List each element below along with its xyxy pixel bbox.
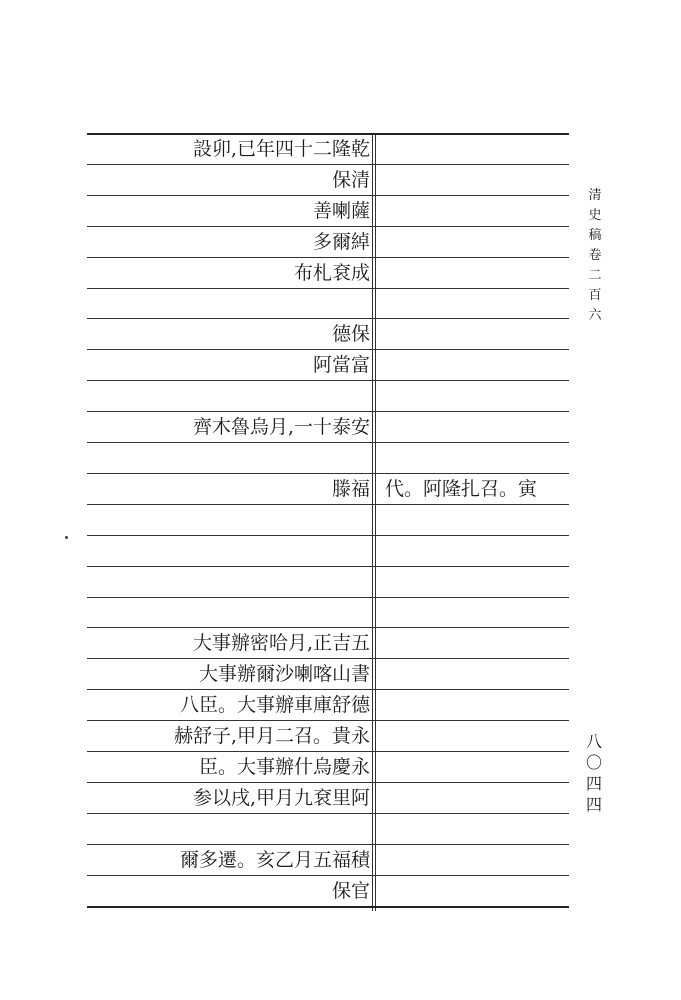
row-rule (87, 751, 569, 752)
row-rule (87, 288, 569, 289)
row-rule (87, 875, 569, 876)
row-left-text: 保官 (331, 880, 370, 902)
row-left-text: 善喇薩 (312, 200, 370, 222)
row-rule (87, 442, 569, 443)
row-left-text: 八臣。大事辦車庫舒德 (179, 694, 370, 716)
row-right-text: 代。阿隆扎召。寅 (385, 478, 538, 500)
row-rule (87, 782, 569, 783)
row-left-text: 滕福 (331, 478, 370, 500)
row-rule (87, 535, 569, 536)
row-left-text: 赫舒子,甲月二召。貴永 (173, 725, 370, 747)
column-divider-inner (375, 133, 376, 911)
row-rule (87, 627, 569, 628)
row-rule (87, 689, 569, 690)
ink-speck (65, 536, 68, 539)
row-rule (87, 411, 569, 412)
row-rule (87, 226, 569, 227)
row-rule (87, 349, 569, 350)
page-number: 八〇四四 (585, 732, 602, 814)
row-left-text: 大事辦密哈月,正吉五 (192, 632, 370, 654)
table-top-rule (87, 133, 569, 135)
row-left-text: 德保 (331, 323, 370, 345)
row-rule (87, 566, 569, 567)
row-rule (87, 195, 569, 196)
row-rule (87, 164, 569, 165)
row-left-text: 多爾綽 (312, 231, 370, 253)
row-left-text: 臣。大事辦什烏慶永 (198, 756, 370, 778)
row-left-text: 保清 (331, 169, 370, 191)
row-rule (87, 504, 569, 505)
row-left-text: 阿當富 (312, 354, 370, 376)
row-left-text: 参以戌,甲月九袞里阿 (192, 787, 370, 809)
row-rule (87, 257, 569, 258)
table-bottom-rule (87, 906, 569, 908)
row-rule (87, 380, 569, 381)
row-rule (87, 813, 569, 814)
row-rule (87, 844, 569, 845)
row-left-text: 大事辦爾沙喇喀山書 (198, 663, 370, 685)
row-left-text: 布札袞成 (293, 262, 370, 284)
row-left-text: 設卯,已年四十二隆乾 (192, 138, 370, 160)
volume-title: 清史稿卷二百六 (588, 188, 602, 323)
row-rule (87, 658, 569, 659)
row-rule (87, 473, 569, 474)
row-rule (87, 720, 569, 721)
row-rule (87, 318, 569, 319)
row-left-text: 爾多遷。亥乙月五福積 (179, 849, 370, 871)
row-left-text: 齊木魯烏月,一十泰安 (192, 416, 370, 438)
column-divider (372, 133, 373, 911)
row-rule (87, 597, 569, 598)
